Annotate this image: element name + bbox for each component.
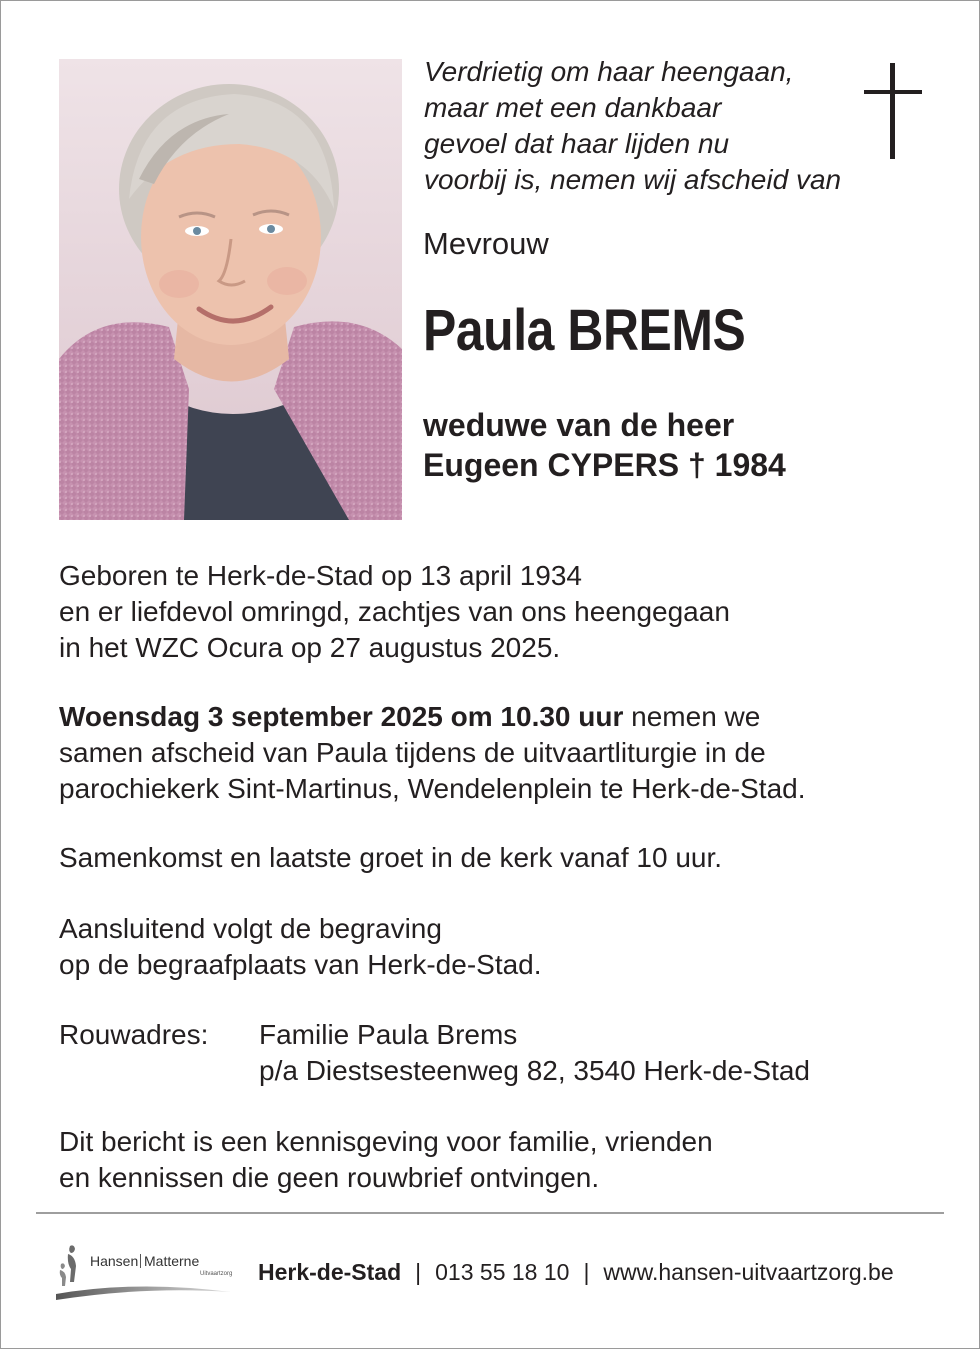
gathering-paragraph [59,840,722,876]
footer-contact [258,1259,894,1286]
service-line-rest: nemen we [623,701,761,732]
notice-paragraph [59,1124,713,1196]
paragraph-line: parochiekerk Sint-Martinus, Wendelenplein te Herk-de-Stad. [59,773,806,804]
footer-separator: | [415,1259,422,1285]
burial-paragraph [59,911,542,983]
paragraph-line: en kennissen die geen rouwbrief ontvingen. [59,1162,600,1193]
intro-text [424,54,894,198]
address-label: Rouwadres: [59,1019,209,1050]
logo-name-left: Hansen [90,1253,139,1269]
logo-tagline: Uitvaartzorg [200,1271,233,1277]
address-line: p/a Diestsesteenweg 82, 3540 Herk-de-Stad [259,1055,810,1086]
footer-town: Herk-de-Stad [258,1259,402,1285]
footer-website[interactable]: www.hansen-uitvaartzorg.be [603,1259,894,1285]
salutation: Mevrouw [423,226,549,261]
intro-line: Verdrietig om haar heengaan, [424,56,794,87]
intro-line: gevoel dat haar lijden nu [424,128,730,159]
footer-separator: | [583,1259,590,1285]
intro-line: voorbij is, nemen wij afscheid van [424,164,842,195]
paragraph-line: Samenkomst en laatste groet in de kerk vanaf 10 uur. [59,842,723,873]
paragraph-line: en er liefdevol omringd, zachtjes van ons heengegaan [59,596,730,627]
footer-phone[interactable]: 013 55 18 10 [435,1259,570,1285]
cross-icon [864,63,922,159]
service-paragraph [59,699,806,807]
paragraph-line: op de begraafplaats van Herk-de-Stad. [59,949,542,980]
birth-paragraph [59,558,730,666]
address-block [59,1017,919,1097]
address-line: Familie Paula Brems [259,1019,518,1050]
logo-name-right: Matterne [144,1253,200,1269]
paragraph-line: Geboren te Herk-de-Stad op 13 april 1934 [59,560,582,591]
paragraph-line: in het WZC Ocura op 27 augustus 2025. [59,632,561,663]
service-datetime: Woensdag 3 september 2025 om 10.30 uur [59,701,624,732]
address-lines [259,1017,810,1089]
footer-divider [36,1212,944,1214]
paragraph-line: Dit bericht is een kennisgeving voor familie, vrienden [59,1126,713,1157]
funeral-home-logo [56,1242,236,1304]
portrait-photo [59,59,402,520]
paragraph-line [59,699,806,735]
deceased-name: Paula BREMS [423,298,746,363]
intro-line: maar met een dankbaar [424,92,722,123]
paragraph-line: samen afscheid van Paula tijdens de uitvaartliturgie in de [59,737,766,768]
spouse-line: weduwe van de heer [423,407,735,443]
spouse-line: Eugeen CYPERS † 1984 [423,447,786,483]
paragraph-line: Aansluitend volgt de begraving [59,913,442,944]
spouse-info [423,405,786,485]
